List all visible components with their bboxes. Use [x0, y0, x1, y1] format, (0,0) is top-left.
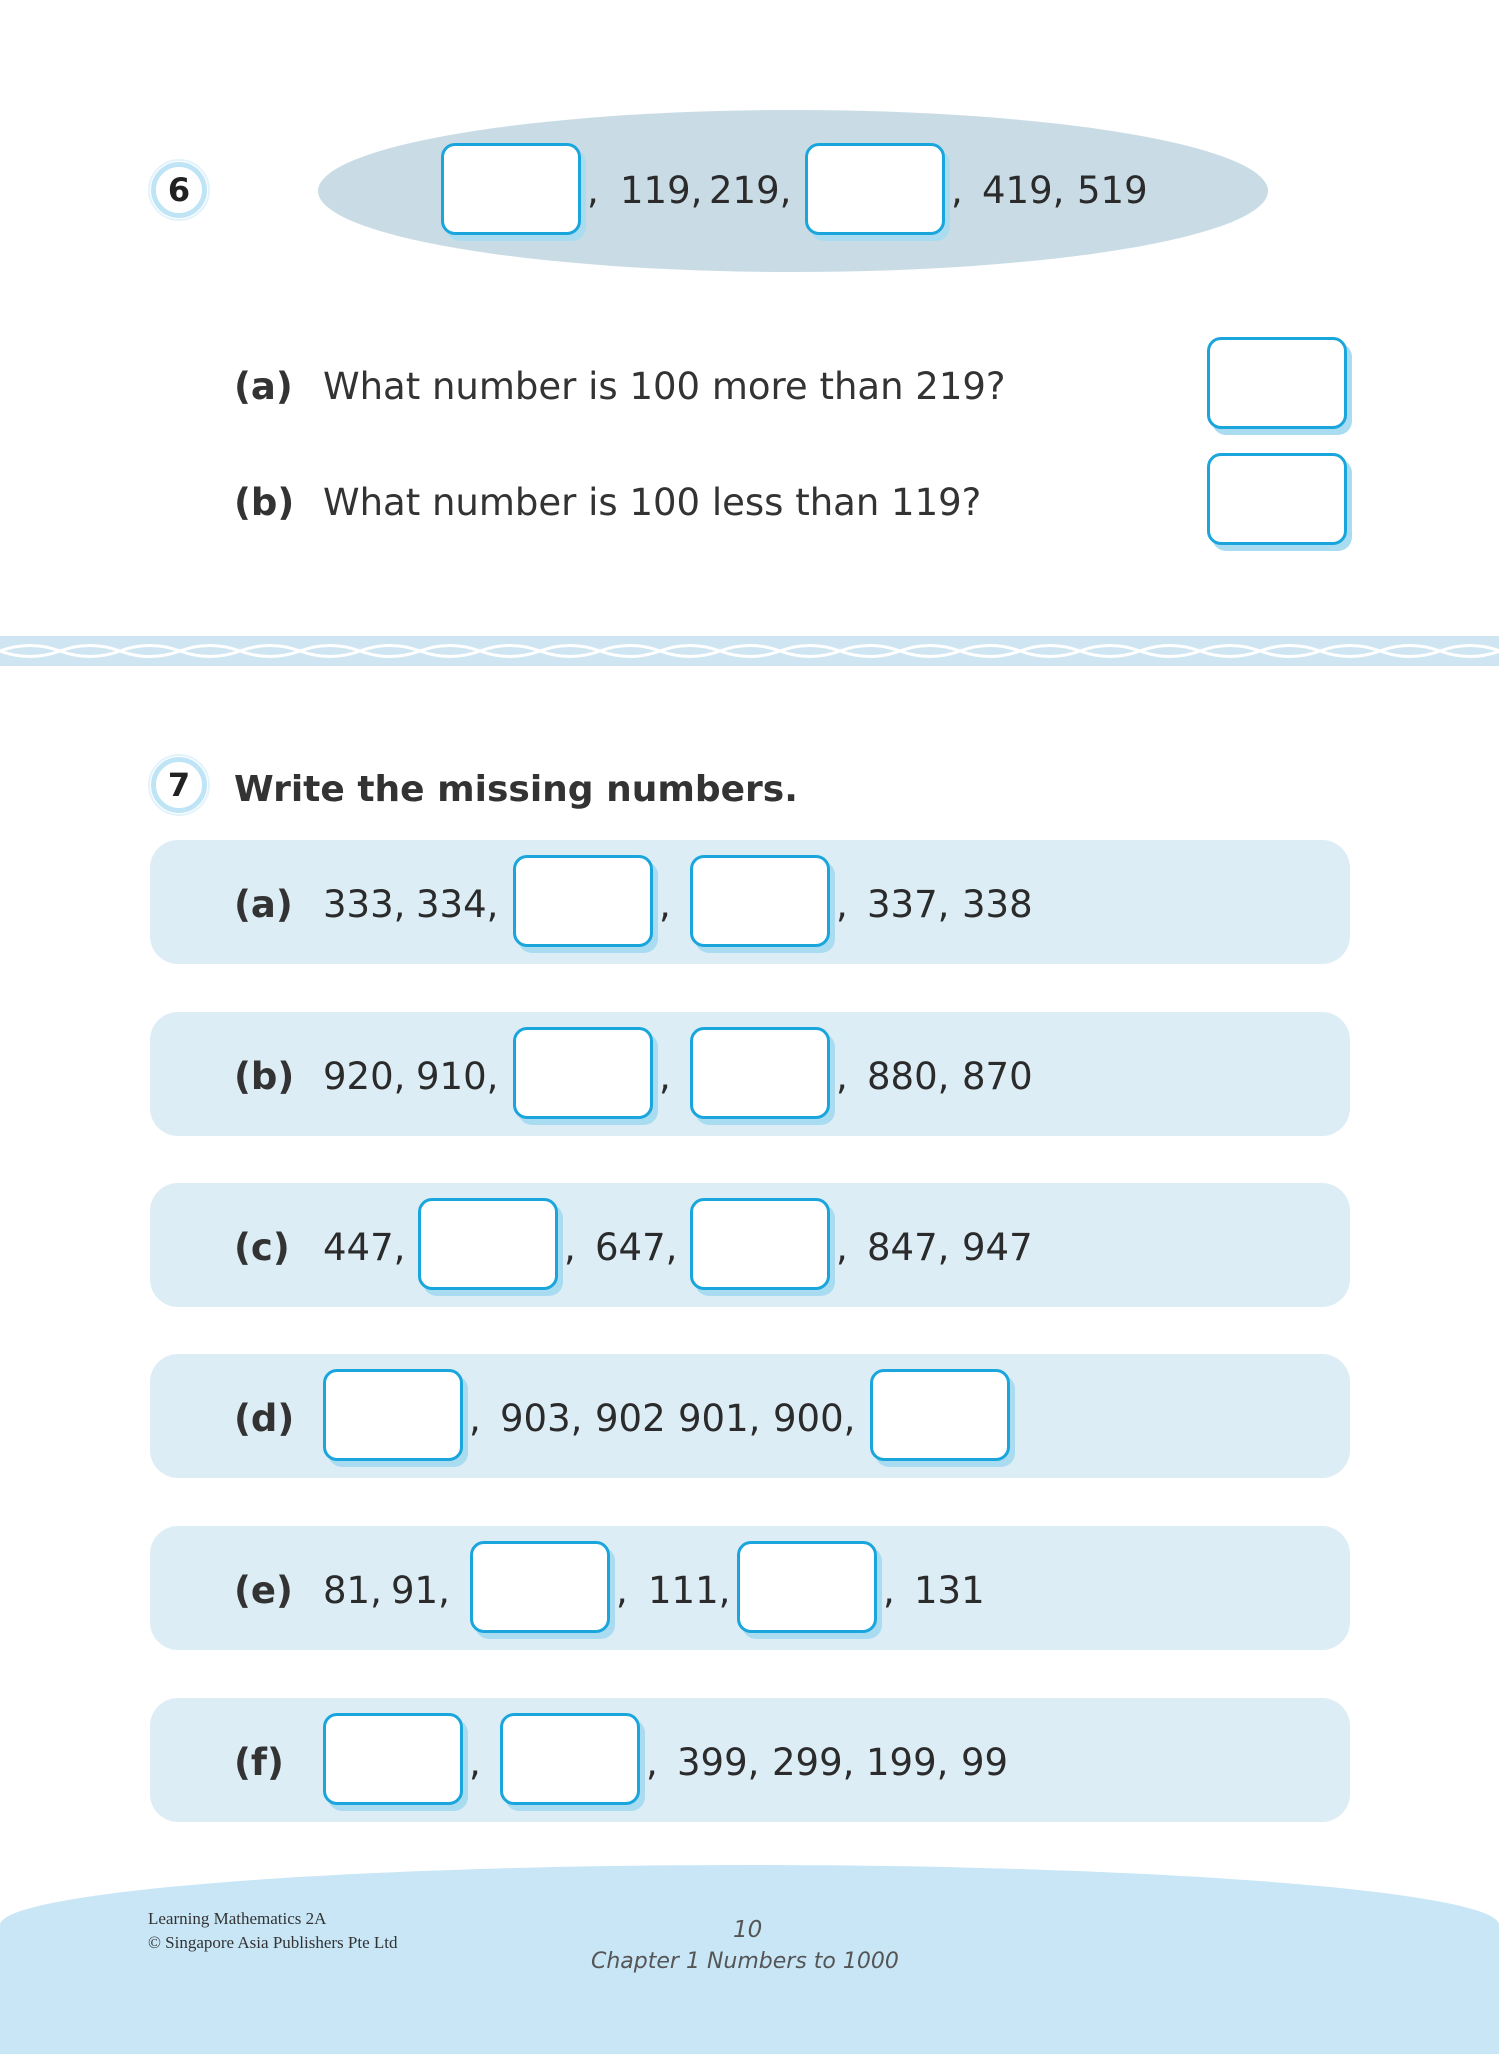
row-label: (a) [234, 883, 293, 926]
answer-box[interactable] [323, 1369, 463, 1461]
question-6a-text: What number is 100 more than 219? [323, 365, 1006, 408]
row-number: 947 [962, 1226, 1033, 1269]
answer-box[interactable] [513, 855, 653, 947]
answer-box[interactable] [513, 1027, 653, 1119]
row-number: 647, [595, 1226, 678, 1269]
sequence-text: , [587, 169, 599, 212]
row-number: 338 [962, 883, 1033, 926]
row-number: 903, [500, 1397, 583, 1440]
row-comma: , [469, 1397, 481, 1440]
row-number: 880, [867, 1055, 950, 1098]
row-comma: , [883, 1569, 895, 1612]
row-number: 334, [416, 883, 499, 926]
sequence-text: 419, [982, 169, 1065, 212]
row-number: 333, [323, 883, 406, 926]
row-number: 99 [961, 1741, 1009, 1784]
row-label: (c) [234, 1226, 290, 1269]
row-comma: , [646, 1741, 658, 1784]
answer-box[interactable] [690, 1198, 830, 1290]
row-number: 299, [772, 1741, 855, 1784]
row-number: 870 [962, 1055, 1033, 1098]
row-number: 902 [595, 1397, 666, 1440]
footer-publisher: © Singapore Asia Publishers Pte Ltd [148, 1933, 398, 1952]
sequence-text: 519 [1077, 169, 1148, 212]
answer-box[interactable] [690, 1027, 830, 1119]
row-number: 847, [867, 1226, 950, 1269]
row-number: 91, [391, 1569, 450, 1612]
row-label: (f) [234, 1741, 284, 1784]
footer-book-title: Learning Mathematics 2A [148, 1909, 327, 1928]
row-number: 900, [773, 1397, 856, 1440]
row-comma: , [836, 1226, 848, 1269]
answer-box[interactable] [323, 1713, 463, 1805]
row-label: (d) [234, 1397, 295, 1440]
row-number: 920, [323, 1055, 406, 1098]
part-label-6b: (b) [234, 481, 295, 524]
answer-box-6-2[interactable] [805, 143, 945, 235]
sequence-text: 219, [709, 169, 792, 212]
row-number: 901, [678, 1397, 761, 1440]
answer-box-6a[interactable] [1207, 337, 1347, 429]
row-comma: , [836, 883, 848, 926]
row-label: (e) [234, 1569, 293, 1612]
row-number: 81, [323, 1569, 382, 1612]
row-number: 447, [323, 1226, 406, 1269]
row-number: 199, [866, 1741, 949, 1784]
row-comma: , [659, 883, 671, 926]
question-7-title: Write the missing numbers. [234, 769, 798, 810]
row-comma: , [564, 1226, 576, 1269]
part-label-6a: (a) [234, 365, 293, 408]
row-comma: , [659, 1055, 671, 1098]
section-divider [0, 636, 1499, 666]
answer-box[interactable] [690, 855, 830, 947]
chapter-title: Chapter 1 Numbers to 1000 [591, 1949, 899, 1974]
row-number: 337, [867, 883, 950, 926]
sequence-text: , [951, 169, 963, 212]
answer-box[interactable] [470, 1541, 610, 1633]
page-number: 10 [733, 1917, 763, 1943]
row-comma: , [469, 1741, 481, 1784]
row-label: (b) [234, 1055, 295, 1098]
row-comma: , [836, 1055, 848, 1098]
question-7-number: 7 [151, 757, 207, 813]
question-6b-text: What number is 100 less than 119? [323, 481, 982, 524]
answer-box[interactable] [737, 1541, 877, 1633]
answer-box-6-1[interactable] [441, 143, 581, 235]
row-comma: , [616, 1569, 628, 1612]
row-number: 910, [416, 1055, 499, 1098]
question-6-number: 6 [151, 162, 207, 218]
answer-box[interactable] [418, 1198, 558, 1290]
row-number: 111, [648, 1569, 731, 1612]
answer-box[interactable] [870, 1369, 1010, 1461]
row-number: 131 [914, 1569, 985, 1612]
sequence-text: 119, [620, 169, 703, 212]
row-number: 399, [677, 1741, 760, 1784]
answer-box-6b[interactable] [1207, 453, 1347, 545]
answer-box[interactable] [500, 1713, 640, 1805]
